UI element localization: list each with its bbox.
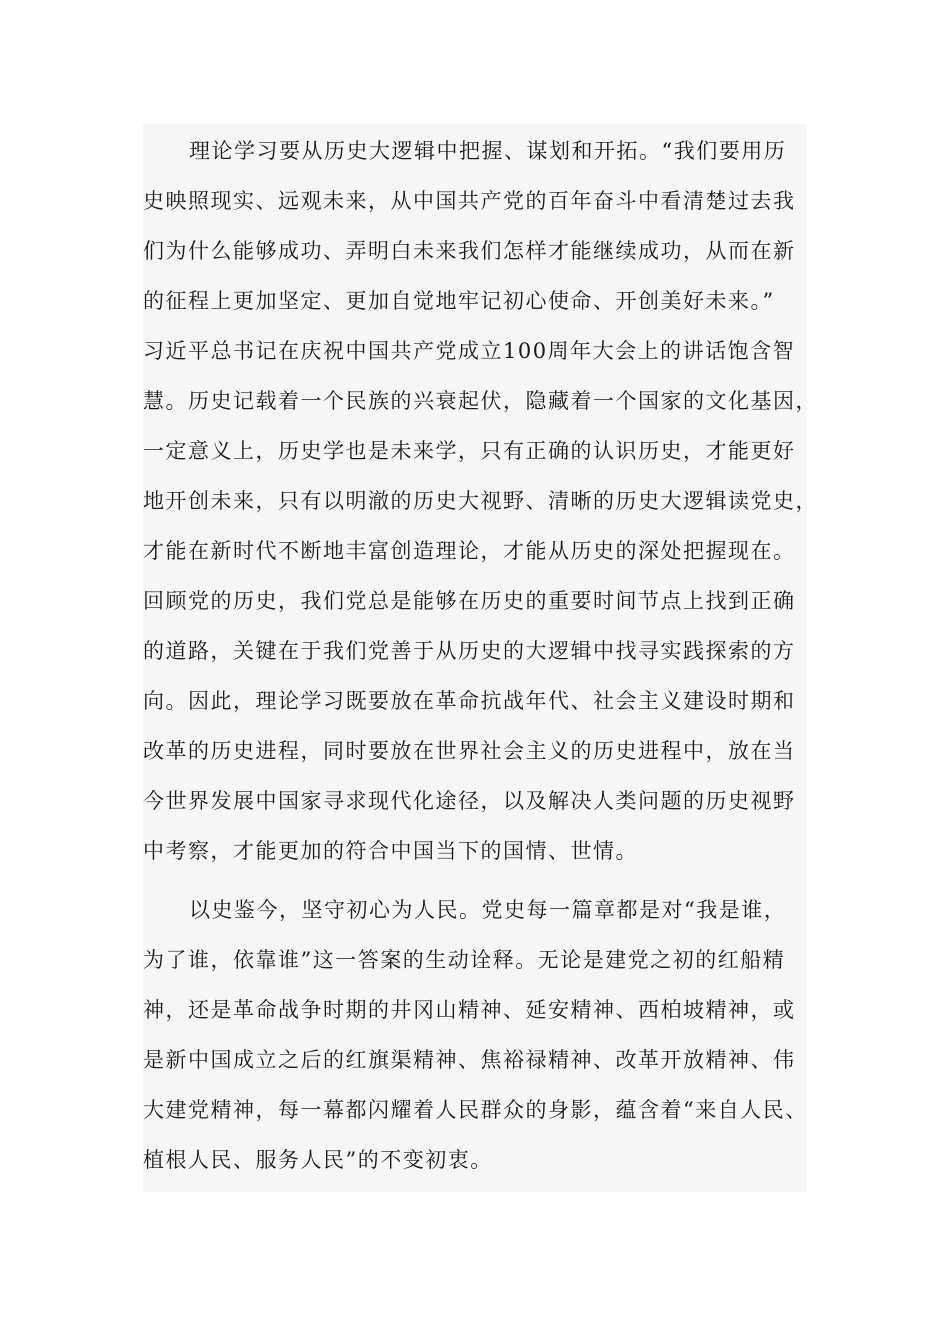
paragraph-1-line: 的道路，关键在于我们党善于从历史的大逻辑中找寻实践探索的方	[143, 639, 796, 663]
paragraph-1-line: 的征程上更加坚定、更加自觉地牢记初心使命、开创美好未来。”	[143, 289, 775, 313]
paragraph-2-line: 以史鉴今，坚守初心为人民。党史每一篇章都是对“我是谁，	[189, 898, 787, 922]
paragraph-1-line: 回顾党的历史，我们党总是能够在历史的重要时间节点上找到正确	[143, 589, 796, 613]
paragraph-1-line: 今世界发展中国家寻求现代化途径，以及解决人类问题的历史视野	[143, 789, 796, 813]
paragraph-1-line: 改革的历史进程，同时要放在世界社会主义的历史进程中，放在当	[143, 739, 796, 763]
paragraph-1-line: 才能在新时代不断地丰富创造理论，才能从历史的深处把握现在。	[143, 539, 796, 563]
paragraph-1	[143, 124, 818, 885]
paragraph-1-line: 一定意义上，历史学也是未来学，只有正确的认识历史，才能更好	[143, 439, 796, 463]
paragraph-2	[143, 885, 807, 1192]
paragraph-2-line: 为了谁，依靠谁”这一答案的生动诠释。无论是建党之初的红船精	[143, 948, 786, 972]
paragraph-2-line: 大建党精神，每一幕都闪耀着人民群众的身影，蕴含着“来自人民、	[143, 1098, 808, 1122]
paragraph-1-line: 地开创未来，只有以明澈的历史大视野、清晰的历史大逻辑读党史，	[143, 489, 818, 513]
paragraph-1-line: 慧。历史记载着一个民族的兴衰起伏，隐藏着一个国家的文化基因，	[143, 389, 818, 413]
paragraph-2-line: 神，还是革命战争时期的井冈山精神、延安精神、西柏坡精神，或	[143, 998, 796, 1022]
paragraph-2-line: 植根人民、服务人民”的不变初衷。	[143, 1148, 493, 1172]
paragraph-1-line: 理论学习要从历史大逻辑中把握、谋划和开拓。“我们要用历	[189, 139, 787, 163]
paragraph-1-line: 向。因此，理论学习既要放在革命抗战年代、社会主义建设时期和	[143, 689, 796, 713]
paragraph-1-line: 史映照现实、远观未来，从中国共产党的百年奋斗中看清楚过去我	[143, 189, 796, 213]
paragraph-1-line: 习近平总书记在庆祝中国共产党成立100周年大会上的讲话饱含智	[143, 339, 796, 363]
paragraph-2-line: 是新中国成立之后的红旗渠精神、焦裕禄精神、改革开放精神、伟	[143, 1048, 796, 1072]
paragraph-1-line: 中考察，才能更加的符合中国当下的国情、世情。	[143, 839, 638, 863]
paragraph-1-line: 们为什么能够成功、弄明白未来我们怎样才能继续成功，从而在新	[143, 239, 796, 263]
